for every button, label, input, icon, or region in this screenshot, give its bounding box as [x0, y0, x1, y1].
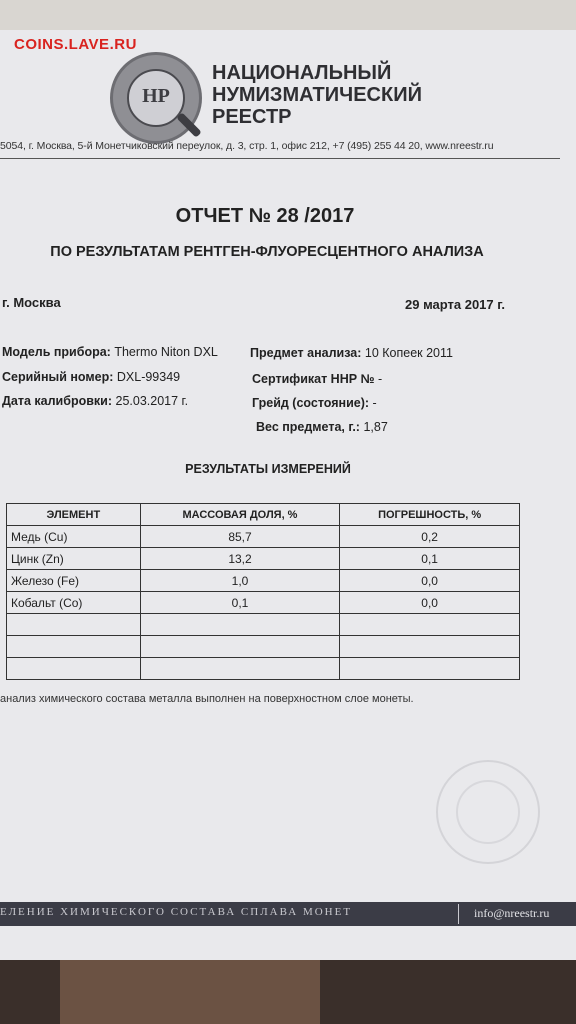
grade-field	[252, 396, 377, 410]
weight-value: 1,87	[363, 420, 388, 434]
embossed-seal-inner	[456, 780, 520, 844]
subject-field	[250, 346, 453, 360]
table-row-empty	[7, 614, 520, 636]
footer-divider	[458, 904, 459, 924]
header-error: ПОГРЕШНОСТЬ, %	[340, 504, 520, 526]
calibration-value: 25.03.2017 г.	[115, 394, 189, 408]
cell-element: Цинк (Zn)	[7, 548, 141, 570]
table-row	[7, 548, 520, 570]
table-row	[7, 592, 520, 614]
serial-value: DXL-99349	[116, 370, 181, 384]
weight-label: Вес предмета, г.:	[256, 420, 360, 434]
footer-tagline: ЕЛЕНИЕ ХИМИЧЕСКОГО СОСТАВА СПЛАВА МОНЕТ	[0, 906, 353, 918]
certificate-field	[252, 372, 382, 386]
model-value: Thermo Niton DXL	[114, 345, 218, 359]
cell-fraction: 0,1	[140, 592, 340, 614]
subject-label: Предмет анализа:	[250, 346, 362, 360]
cell-fraction: 85,7	[140, 526, 340, 548]
grade-value: -	[372, 396, 377, 410]
report-city: г. Москва	[2, 295, 61, 310]
address-line: 5054, г. Москва, 5-й Монетчиковский переулок, д. 3, стр. 1, офис 212, +7 (495) 255 44 20, www.nreestr.ru	[0, 140, 494, 152]
header-divider	[0, 158, 560, 159]
cell-fraction: 1,0	[140, 570, 340, 592]
header-element: ЭЛЕМЕНТ	[7, 504, 141, 526]
results-table	[6, 503, 520, 680]
magnifier-logo-icon	[110, 52, 202, 144]
logo-text: HP	[142, 85, 170, 107]
calibration-label: Дата калибровки:	[2, 394, 113, 408]
header-fraction: МАССОВАЯ ДОЛЯ, %	[140, 504, 340, 526]
serial-field	[2, 370, 180, 384]
cell-element: Кобальт (Co)	[7, 592, 141, 614]
cell-error: 0,1	[340, 548, 520, 570]
cell-error: 0,0	[340, 570, 520, 592]
table-header-row	[7, 504, 520, 526]
report-subtitle: ПО РЕЗУЛЬТАТАМ РЕНТГЕН-ФЛУОРЕСЦЕНТНОГО АНАЛИЗА	[50, 244, 484, 260]
table-row-empty	[7, 658, 520, 680]
report-title: ОТЧЕТ № 28 /2017	[175, 205, 355, 227]
footer-email: info@nreestr.ru	[474, 906, 550, 920]
table-row-empty	[7, 636, 520, 658]
org-line-3: РЕЕСТР	[212, 106, 292, 128]
org-line-1: НАЦИОНАЛЬНЫЙ	[212, 62, 392, 84]
certificate-value: -	[377, 372, 383, 386]
cell-error: 0,2	[340, 526, 520, 548]
analysis-note: анализ химического состава металла выполнен на поверхностном слое монеты.	[0, 693, 414, 705]
background-floor	[60, 955, 320, 1024]
model-label: Модель прибора:	[2, 345, 111, 359]
results-title: РЕЗУЛЬТАТЫ ИЗМЕРЕНИЙ	[185, 462, 351, 476]
cell-element: Железо (Fe)	[7, 570, 141, 592]
table-row	[7, 570, 520, 592]
org-line-2: НУМИЗМАТИЧЕСКИЙ	[212, 84, 422, 106]
certificate-label: Сертификат ННР №	[252, 372, 375, 386]
watermark: COINS.LAVE.RU	[14, 36, 137, 53]
table-row	[7, 526, 520, 548]
model-field	[2, 345, 218, 359]
report-date: 29 марта 2017 г.	[405, 297, 505, 312]
grade-label: Грейд (состояние):	[252, 396, 370, 410]
embossed-seal	[436, 760, 540, 864]
organization-name	[212, 62, 422, 128]
cell-fraction: 13,2	[140, 548, 340, 570]
cell-error: 0,0	[340, 592, 520, 614]
subject-value: 10 Копеек 2011	[364, 346, 453, 360]
serial-label: Серийный номер:	[2, 370, 114, 384]
cell-element: Медь (Cu)	[7, 526, 141, 548]
calibration-field	[2, 394, 188, 408]
weight-field	[256, 420, 388, 434]
